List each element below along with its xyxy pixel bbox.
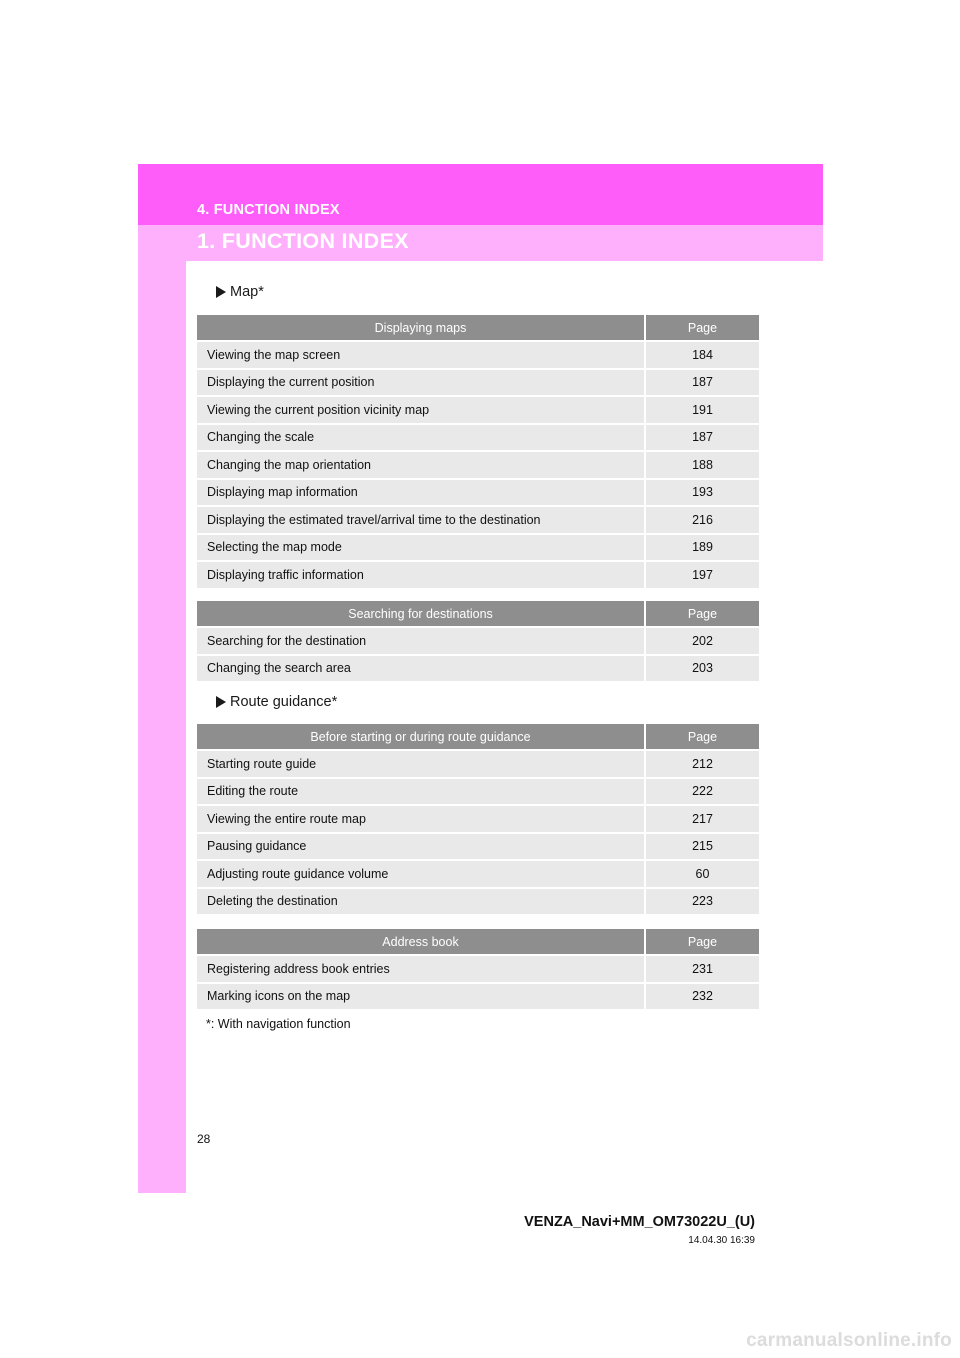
table-row — [197, 984, 759, 1010]
row-item: Changing the search area — [197, 656, 646, 682]
table-row — [197, 342, 759, 368]
footnote: *: With navigation function — [206, 1017, 351, 1031]
table-row — [197, 779, 759, 805]
row-item: Marking icons on the map — [197, 984, 646, 1010]
row-item: Registering address book entries — [197, 956, 646, 982]
row-page: 222 — [646, 779, 759, 805]
row-item: Viewing the entire route map — [197, 806, 646, 832]
section-heading-map — [216, 284, 264, 300]
row-item: Displaying the estimated travel/arrival time to the destination — [197, 507, 646, 533]
table-row — [197, 480, 759, 506]
index-table-route-guidance — [197, 722, 759, 916]
table-row — [197, 751, 759, 777]
table-row — [197, 861, 759, 887]
row-item: Viewing the current position vicinity map — [197, 397, 646, 423]
index-table-displaying-maps — [197, 313, 759, 590]
triangle-bullet-icon — [216, 286, 226, 298]
row-page: 188 — [646, 452, 759, 478]
section-label: 4. FUNCTION INDEX — [197, 202, 340, 218]
row-item: Starting route guide — [197, 751, 646, 777]
row-item: Editing the route — [197, 779, 646, 805]
table-row — [197, 628, 759, 654]
table-header-row — [197, 601, 759, 626]
table-row — [197, 834, 759, 860]
column-header-item: Displaying maps — [197, 315, 646, 340]
row-item: Displaying traffic information — [197, 562, 646, 588]
row-item: Displaying the current position — [197, 370, 646, 396]
row-item: Viewing the map screen — [197, 342, 646, 368]
column-header-page: Page — [646, 315, 759, 340]
row-page: 231 — [646, 956, 759, 982]
row-page: 187 — [646, 370, 759, 396]
row-page: 187 — [646, 425, 759, 451]
section-heading-label: Map* — [230, 284, 264, 300]
index-table-address-book — [197, 927, 759, 1011]
row-page: 191 — [646, 397, 759, 423]
row-page: 212 — [646, 751, 759, 777]
side-tab-strip — [138, 261, 186, 1193]
row-item: Searching for the destination — [197, 628, 646, 654]
section-heading-label: Route guidance* — [230, 694, 338, 710]
row-item: Deleting the destination — [197, 889, 646, 915]
table-row — [197, 507, 759, 533]
column-header-page: Page — [646, 724, 759, 749]
watermark: carmanualsonline.info — [746, 1330, 952, 1351]
column-header-page: Page — [646, 929, 759, 954]
table-header-row — [197, 724, 759, 749]
table-header-row — [197, 929, 759, 954]
table-row — [197, 656, 759, 682]
row-page: 232 — [646, 984, 759, 1010]
table-row — [197, 562, 759, 588]
document-id: VENZA_Navi+MM_OM73022U_(U) — [524, 1214, 755, 1230]
row-page: 197 — [646, 562, 759, 588]
table-row — [197, 425, 759, 451]
column-header-item: Searching for destinations — [197, 601, 646, 626]
triangle-bullet-icon — [216, 696, 226, 708]
row-page: 215 — [646, 834, 759, 860]
section-heading-route-guidance — [216, 694, 337, 710]
row-item: Changing the map orientation — [197, 452, 646, 478]
table-row — [197, 397, 759, 423]
table-row — [197, 889, 759, 915]
table-row — [197, 806, 759, 832]
page-number: 28 — [197, 1132, 211, 1146]
row-page: 184 — [646, 342, 759, 368]
row-page: 216 — [646, 507, 759, 533]
row-page: 223 — [646, 889, 759, 915]
page-title: 1. FUNCTION INDEX — [197, 229, 409, 253]
row-item: Displaying map information — [197, 480, 646, 506]
row-page: 203 — [646, 656, 759, 682]
row-page: 217 — [646, 806, 759, 832]
column-header-item: Address book — [197, 929, 646, 954]
row-item: Pausing guidance — [197, 834, 646, 860]
document-timestamp: 14.04.30 16:39 — [688, 1235, 755, 1246]
column-header-item: Before starting or during route guidance — [197, 724, 646, 749]
row-item: Selecting the map mode — [197, 535, 646, 561]
table-row — [197, 535, 759, 561]
column-header-page: Page — [646, 601, 759, 626]
table-row — [197, 956, 759, 982]
table-row — [197, 370, 759, 396]
table-row — [197, 452, 759, 478]
row-page: 202 — [646, 628, 759, 654]
row-page: 189 — [646, 535, 759, 561]
table-header-row — [197, 315, 759, 340]
row-item: Changing the scale — [197, 425, 646, 451]
index-table-searching-destinations — [197, 599, 759, 683]
row-page: 193 — [646, 480, 759, 506]
row-item: Adjusting route guidance volume — [197, 861, 646, 887]
row-page: 60 — [646, 861, 759, 887]
